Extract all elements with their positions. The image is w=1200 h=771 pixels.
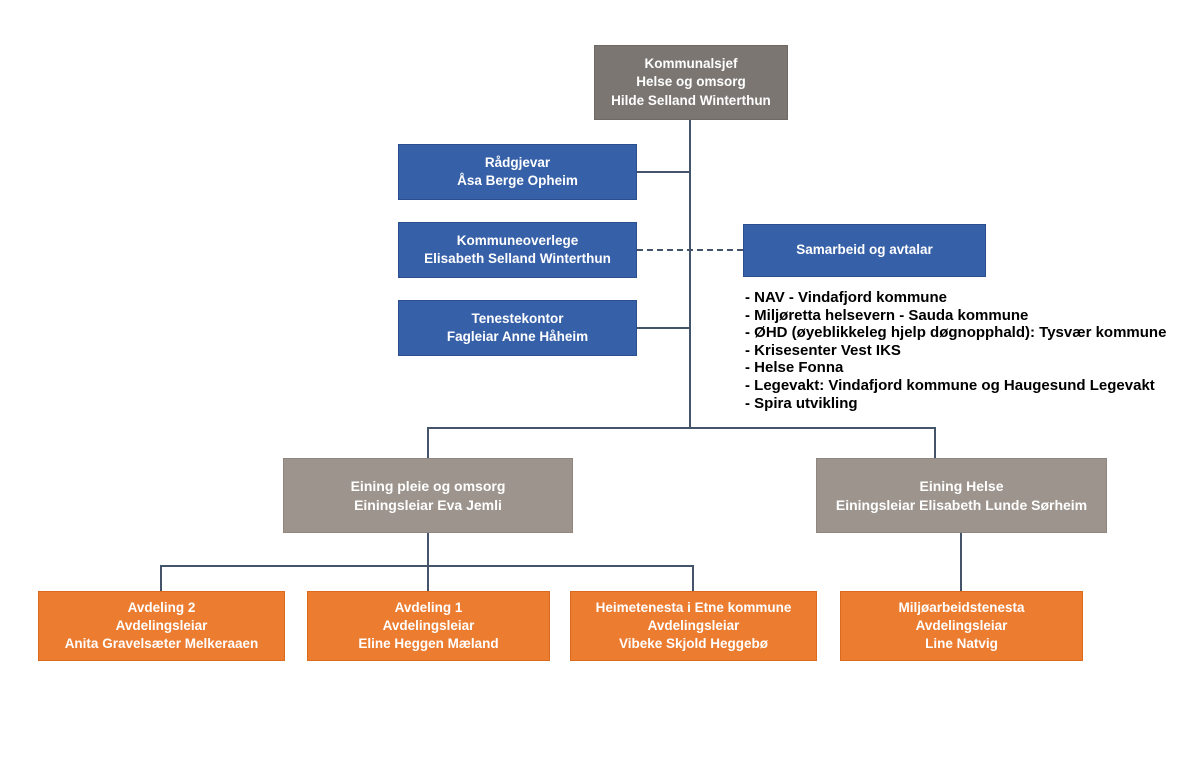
connector-eining-pleie-down bbox=[427, 533, 429, 566]
node-person: Fagleiar Anne Håheim bbox=[446, 329, 589, 344]
node-eining-pleie-og-omsorg bbox=[283, 458, 573, 533]
node-role: Kommunalsjef bbox=[644, 56, 738, 72]
connector-eining-helse-down bbox=[960, 533, 962, 591]
list-item: - ØHD (øyeblikkeleg hjelp døgnopphald): Tysvær kommune bbox=[745, 324, 1167, 342]
node-eining-helse bbox=[816, 458, 1107, 533]
connector-branch-top bbox=[427, 427, 936, 429]
connector-kommuneoverlege-dashed bbox=[637, 249, 743, 251]
node-unit: Eining Helse bbox=[919, 477, 1004, 494]
node-miljoarbeidstenesta bbox=[840, 591, 1083, 661]
node-role: Rådgjevar bbox=[484, 154, 551, 170]
node-person: Line Natvig bbox=[925, 636, 998, 652]
node-tenestekontor bbox=[398, 300, 637, 356]
node-person: Vibeke Skjold Heggebø bbox=[618, 636, 769, 652]
node-title: Samarbeid og avtalar bbox=[796, 242, 933, 258]
node-avdeling-2 bbox=[38, 591, 285, 661]
list-item: - Helse Fonna bbox=[745, 359, 844, 377]
connector-radgjevar bbox=[637, 171, 690, 173]
node-unit: Avdeling 2 bbox=[127, 599, 196, 615]
samarbeid-list bbox=[745, 289, 1185, 412]
connector-drop-eining-pleie bbox=[427, 427, 429, 458]
node-role: Avdelingsleiar bbox=[115, 617, 208, 633]
connector-spine bbox=[689, 120, 691, 428]
node-avdeling-1 bbox=[307, 591, 550, 661]
node-role: Avdelingsleiar bbox=[915, 617, 1008, 633]
node-person: Hilde Selland Winterthun bbox=[611, 92, 771, 108]
node-unit: Eining pleie og omsorg bbox=[350, 477, 506, 494]
connector-drop-heimetenesta bbox=[692, 565, 694, 591]
list-item: - Legevakt: Vindafjord kommune og Haugesund Legevakt bbox=[745, 376, 1155, 394]
node-person: Åsa Berge Opheim bbox=[457, 173, 578, 188]
connector-drop-avdeling1 bbox=[427, 565, 429, 591]
list-item: - Miljøretta helsevern - Sauda kommune bbox=[745, 306, 1029, 324]
node-role: Kommuneoverlege bbox=[456, 232, 579, 248]
node-kommunalsjef bbox=[594, 45, 788, 120]
node-unit: Helse og omsorg bbox=[636, 74, 746, 90]
node-radgjevar bbox=[398, 144, 637, 200]
node-person: Elisabeth Selland Winterthun bbox=[424, 251, 611, 266]
node-role: Avdelingsleiar bbox=[382, 617, 475, 633]
node-person: Einingsleiar Eva Jemli bbox=[354, 496, 502, 513]
node-role: Avdelingsleiar bbox=[647, 617, 740, 633]
node-unit: Miljøarbeidstenesta bbox=[898, 599, 1025, 615]
node-person: Anita Gravelsæter Melkeraaen bbox=[64, 636, 259, 652]
node-heimetenesta bbox=[570, 591, 817, 661]
connector-drop-eining-helse bbox=[934, 427, 936, 458]
list-item: - Spira utvikling bbox=[745, 394, 858, 412]
connector-tenestekontor bbox=[637, 327, 690, 329]
node-unit: Avdeling 1 bbox=[394, 599, 463, 615]
list-item: - Krisesenter Vest IKS bbox=[745, 341, 901, 359]
node-kommuneoverlege bbox=[398, 222, 637, 278]
node-person: Eline Heggen Mæland bbox=[358, 636, 499, 652]
node-role: Tenestekontor bbox=[471, 310, 564, 326]
node-samarbeid bbox=[743, 224, 986, 277]
node-person: Einingsleiar Elisabeth Lunde Sørheim bbox=[835, 496, 1088, 513]
node-unit: Heimetenesta i Etne kommune bbox=[595, 599, 792, 615]
list-item: - NAV - Vindafjord kommune bbox=[745, 289, 947, 306]
connector-drop-avdeling2 bbox=[160, 565, 162, 591]
